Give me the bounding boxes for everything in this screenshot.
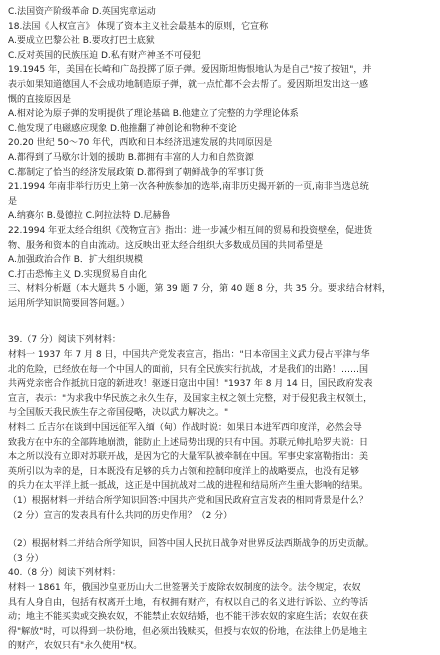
material-1-line: 材料一 1861 年，俄国沙皇亚历山大二世签署关于废除农奴制度的法令。法令规定，农奴 (8, 582, 361, 593)
section-3-heading: 三、材料分析题（本大题共 5 小题，第 39 题 7 分，第 40 题 8 分，共 35 分。要求结合材料， (8, 284, 391, 295)
material-1-line: 共两党亲密合作抵抗日寇的新进攻！驱逐日寇出中国！"1937 年 8 月 14 日，国民政府发表 (8, 379, 373, 390)
question-21-stem: 是 (8, 196, 18, 207)
question-21-options: A.纳赛尔 B.曼德拉 C.阿拉法特 D.尼赫鲁 (8, 211, 171, 222)
question-20-options-ab: A.都得到了马歇尔计划的援助 B.都拥有丰富的人力和自然资源 (8, 152, 254, 163)
question-40-head: 40.（8 分）阅读下列材料： (8, 568, 121, 579)
question-20-options-cd: C.都制定了恰当的经济发展政策 D.都得到了朝鲜战争的军事订货 (8, 167, 264, 178)
material-1-line: 宣言，表示："为求我中华民族之永久生存，及国家主权之领土完整，对于侵犯我主权领土， (8, 393, 373, 404)
material-1-line: 具有人身自由，包括有权离开土地，有权拥有财产，有权以自己的名义进行诉讼、立约等活 (8, 597, 369, 608)
material-1-line: 的财产，农奴只有"永久使用"权。 (8, 641, 143, 652)
material-2-line: 英所引以为幸的是，日本既没有足够的兵力占领和控制印度洋上的战略要点，也没有足够 (8, 466, 360, 477)
material-2-line: 致我方在中东的全部阵地崩溃，能防止上述局势出现的只有中国。苏联元帅扎哈罗夫说：日 (8, 437, 369, 448)
material-1-line: 与全国版天我民族生存之帝国侵略，决以武力解决之。" (8, 408, 229, 419)
material-2-line: 的兵力在太平洋上抵一抵战，这正是中国抗战对二战的进程和结局所产生重大影响的结果。 (8, 481, 369, 492)
section-3-heading: 运用所学知识简要回答问题。） (8, 298, 130, 309)
question-22-stem: 22.1994 年亚太经合组织《茂物宣言》指出：进一步减少相互间的贸易和投资壁垒，促进货 (8, 225, 373, 236)
question-18-options-cd: C.反对英国的民族压迫 D.私有财产神圣不可侵犯 (8, 50, 201, 61)
question-39-head: 39.（7 分）阅读下列材料： (8, 335, 121, 346)
question-22-options-ab: A.加强政治合作 B．扩大组织规模 (8, 255, 143, 266)
material-2-line: 材料二 丘吉尔在谈到中国远征军入缅（甸）作战时说：如果日本进军西印度洋，必然会导 (8, 423, 362, 434)
material-1-line: 动；地主不能买卖或交换农奴，不能禁止农奴结婚，也不能干涉农奴的家庭生活；农奴在获 (8, 612, 369, 623)
material-1-line: 得"解放"时，可以得到一块份地，但必须出钱赎买，但授与农奴的份地，在法律上仍是地主 (8, 626, 368, 637)
material-1-line: 北的危险，已经放在每一个中国人的面前，只有全民族实行抗战，才是我们的出路！……国 (8, 364, 369, 375)
question-39 (8, 333, 432, 566)
multiple-choice-section (8, 5, 432, 311)
material-1-line: 材料一 1937 年 7 月 8 日，中国共产党发表宣言，指出："日本帝国主义武力侵占平津与华 (8, 350, 370, 361)
material-2-line: 本之所以没有立即对苏联开战，是因为它的大量军队被牵制在中国。军事史家富勒指出：美 (8, 452, 369, 463)
question-22-stem: 物、服务和资本的自由流动。这反映出亚太经合组织大多数成员国的共同希望是 (8, 240, 324, 251)
question-19-options-ab: A.相对论为原子弹的发明提供了理论基础 B.他建立了完整的力学理论体系 (8, 109, 299, 120)
question-18-options-ab: A.要成立巴黎公社 B.要攻打巴士底狱 (8, 36, 155, 47)
text-line: C.法国资产阶级革命 D.英国宪章运动 (8, 7, 156, 17)
question-19-stem: 表示如果知道德国人不会成功地制造原子弹，就一点忙都不会去帮了。爱因斯坦发出这一感 (8, 79, 369, 90)
sub-question-2: （3 分） (8, 553, 44, 564)
question-22-options-cd: C.打击恐怖主义 D.实现贸易自由化 (8, 269, 147, 280)
question-19-stem: 19.1945 年，美国在长崎和广岛投掷了原子弹。爱因斯坦悔恨地认为是自己"按了按钮"，并 (8, 65, 372, 76)
question-18-stem: 18.法国《人权宣言》 体现了资本主义社会最基本的原则，它宣称 (8, 21, 269, 32)
question-19-options-cd: C.他发现了电磁感应现象 D.他推翻了神创论和物种不变论 (8, 123, 237, 134)
sub-question-2: （2）根据材料二并结合所学知识，回答中国人民抗日战争对世界反法西斯战争的历史贡献。 (8, 539, 374, 550)
question-40 (8, 566, 432, 654)
question-19-stem: 慨的直接原因是 (8, 94, 72, 105)
sub-question-1: （1）根据材料一并结合所学知识回答:中国共产党和国民政府宣言发表的相同背景是什么？ (8, 496, 368, 506)
question-21-stem: 21.1994 年南非举行历史上第一次各种族参加的选举,南非历史揭开新的一页,南非当选总统 (8, 182, 369, 193)
sub-question-1: （2 分）宣言的发表具有什么共同的历史作用？（2 分） (8, 510, 233, 521)
question-20-stem: 20.20 世纪 50～70 年代，西欧和日本经济迅速发展的共同原因是 (8, 138, 273, 149)
